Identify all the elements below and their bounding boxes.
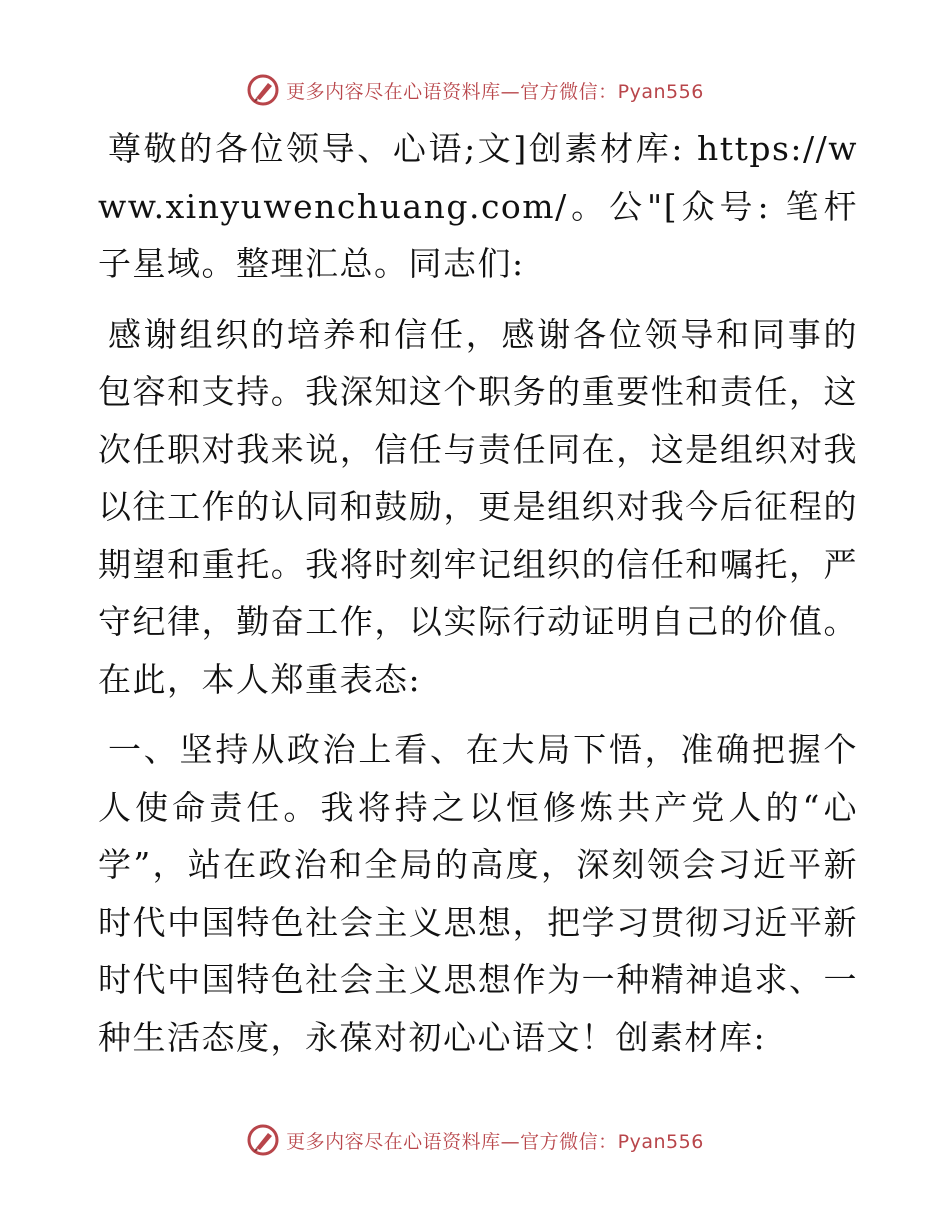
header-banner (0, 68, 950, 112)
pen-logo-icon (246, 1123, 280, 1157)
pen-logo-icon (246, 73, 280, 107)
banner-text: 更多内容尽在心语资料库—官方微信：Pyan556 (286, 80, 704, 103)
paragraph-thanks: 感谢组织的培养和信任，感谢各位领导和同事的包容和支持。我深知这个职务的重要性和责任，这次任职对我来说，信任与责任同在，这是组织对我以往工作的认同和鼓励，更是组织对我今后征程的期望和重托。我将时刻牢记组织的信任和嘱托，严守纪律，勤奋工作，以实际行动证明自己的价值。在此，本人郑重表态: (98, 314, 858, 699)
paragraph-point-one: 一、坚持从政治上看、在大局下悟，准确把握个人使命责任。我将持之以恒修炼共产党人的“心学”，站在政治和全局的高度，深刻领会习近平新时代中国特色社会主义思想，把学习贯彻习近平新时代中国特色社会主义思想作为一种精神追求、一种生活态度，永葆对初心心语文！创素材库: (98, 730, 858, 1057)
document-body (98, 120, 858, 1079)
footer-banner (0, 1118, 950, 1162)
paragraph-salutation: 尊敬的各位领导、心语;文]创素材库: https://www.xinyuwenchuang.com/。公"[众号: 笔杆子星域。整理汇总。同志们: (98, 129, 858, 283)
banner-text: 更多内容尽在心语资料库—官方微信：Pyan556 (286, 1130, 704, 1153)
